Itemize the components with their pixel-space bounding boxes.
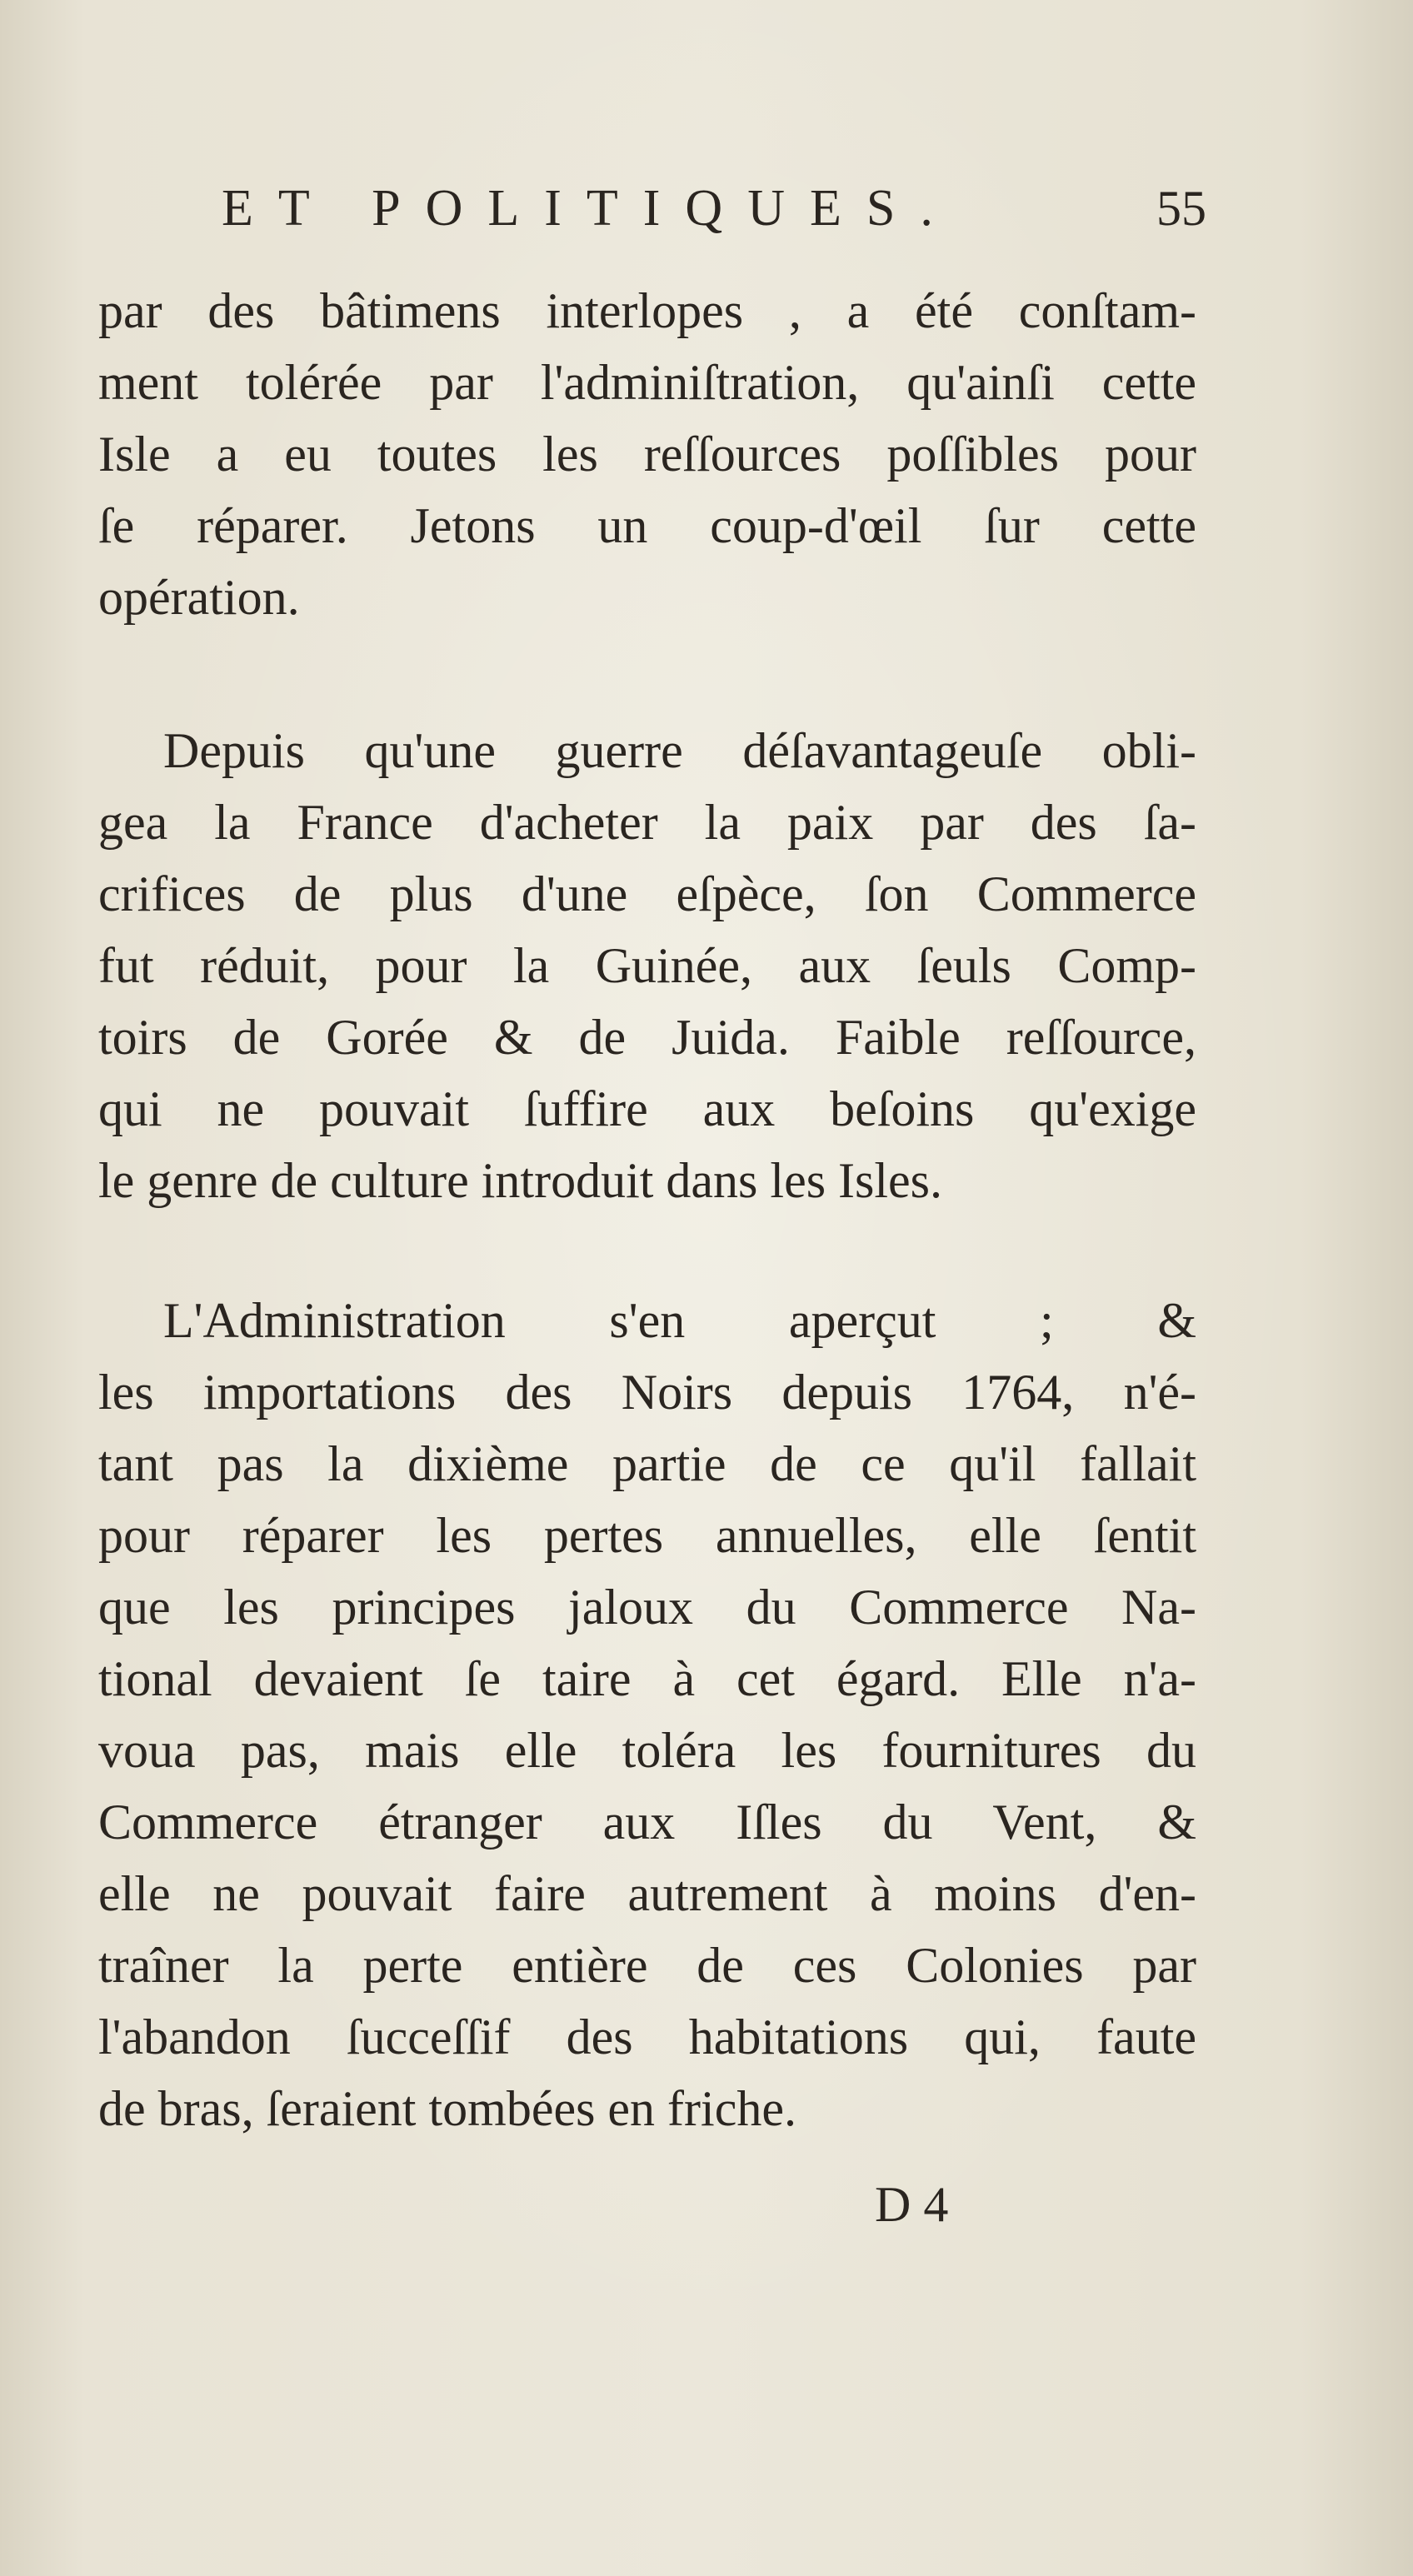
running-title: ET POLITIQUES. bbox=[222, 180, 958, 237]
text-line: pour réparer les pertes annuelles, elle ſentit bbox=[98, 1508, 1196, 1563]
text-line: L'Administration s'en aperçut ; & bbox=[163, 1293, 1196, 1348]
paragraph-1 bbox=[98, 275, 1196, 633]
text-line: Depuis qu'une guerre déſavantageuſe obli- bbox=[163, 723, 1196, 778]
text-line: elle ne pouvait faire autrement à moins d'en- bbox=[98, 1866, 1196, 1921]
text-line: ment tolérée par l'adminiſtration, qu'ainſi cette bbox=[98, 355, 1196, 410]
text-line: les importations des Noirs depuis 1764, n'é- bbox=[98, 1365, 1196, 1420]
text-line: Isle a eu toutes les reſſources poſſibles pour bbox=[98, 427, 1196, 482]
running-head bbox=[100, 167, 1213, 250]
text-line: le genre de culture introduit dans les Isles. bbox=[98, 1153, 943, 1208]
text-line: gea la France d'acheter la paix par des ſa- bbox=[98, 795, 1196, 850]
text-line: ſe réparer. Jetons un coup-d'œil ſur cette bbox=[98, 498, 1196, 553]
text-line: tant pas la dixième partie de ce qu'il fallait bbox=[98, 1436, 1196, 1491]
paragraph-2 bbox=[98, 715, 1196, 1216]
signature-mark: D 4 bbox=[875, 2177, 949, 2232]
text-line: fut réduit, pour la Guinée, aux ſeuls Comp- bbox=[98, 938, 1196, 993]
text-line: crifices de plus d'une eſpèce, ſon Commerce bbox=[98, 866, 1196, 921]
text-line: voua pas, mais elle toléra les fournitures du bbox=[98, 1723, 1196, 1778]
text-line: Commerce étranger aux Iſles du Vent, & bbox=[98, 1795, 1196, 1850]
text-line: opération. bbox=[98, 570, 300, 625]
text-line: qui ne pouvait ſuffire aux beſoins qu'exige bbox=[98, 1081, 1196, 1136]
text-line: par des bâtimens interlopes , a été conſtam- bbox=[98, 283, 1196, 338]
text-line: toirs de Gorée & de Juida. Faible reſſource, bbox=[98, 1010, 1196, 1065]
page-number: 55 bbox=[1156, 181, 1206, 236]
text-line: l'abandon ſucceſſif des habitations qui, faute bbox=[98, 2009, 1196, 2064]
text-line: traîner la perte entière de ces Colonies par bbox=[98, 1938, 1196, 1993]
text-line: de bras, ſeraient tombées en friche. bbox=[98, 2081, 796, 2136]
text-line: que les principes jaloux du Commerce Na- bbox=[98, 1580, 1196, 1635]
text-line: tional devaient ſe taire à cet égard. Elle n'a- bbox=[98, 1651, 1196, 1706]
paragraph-3 bbox=[98, 1285, 1196, 2144]
